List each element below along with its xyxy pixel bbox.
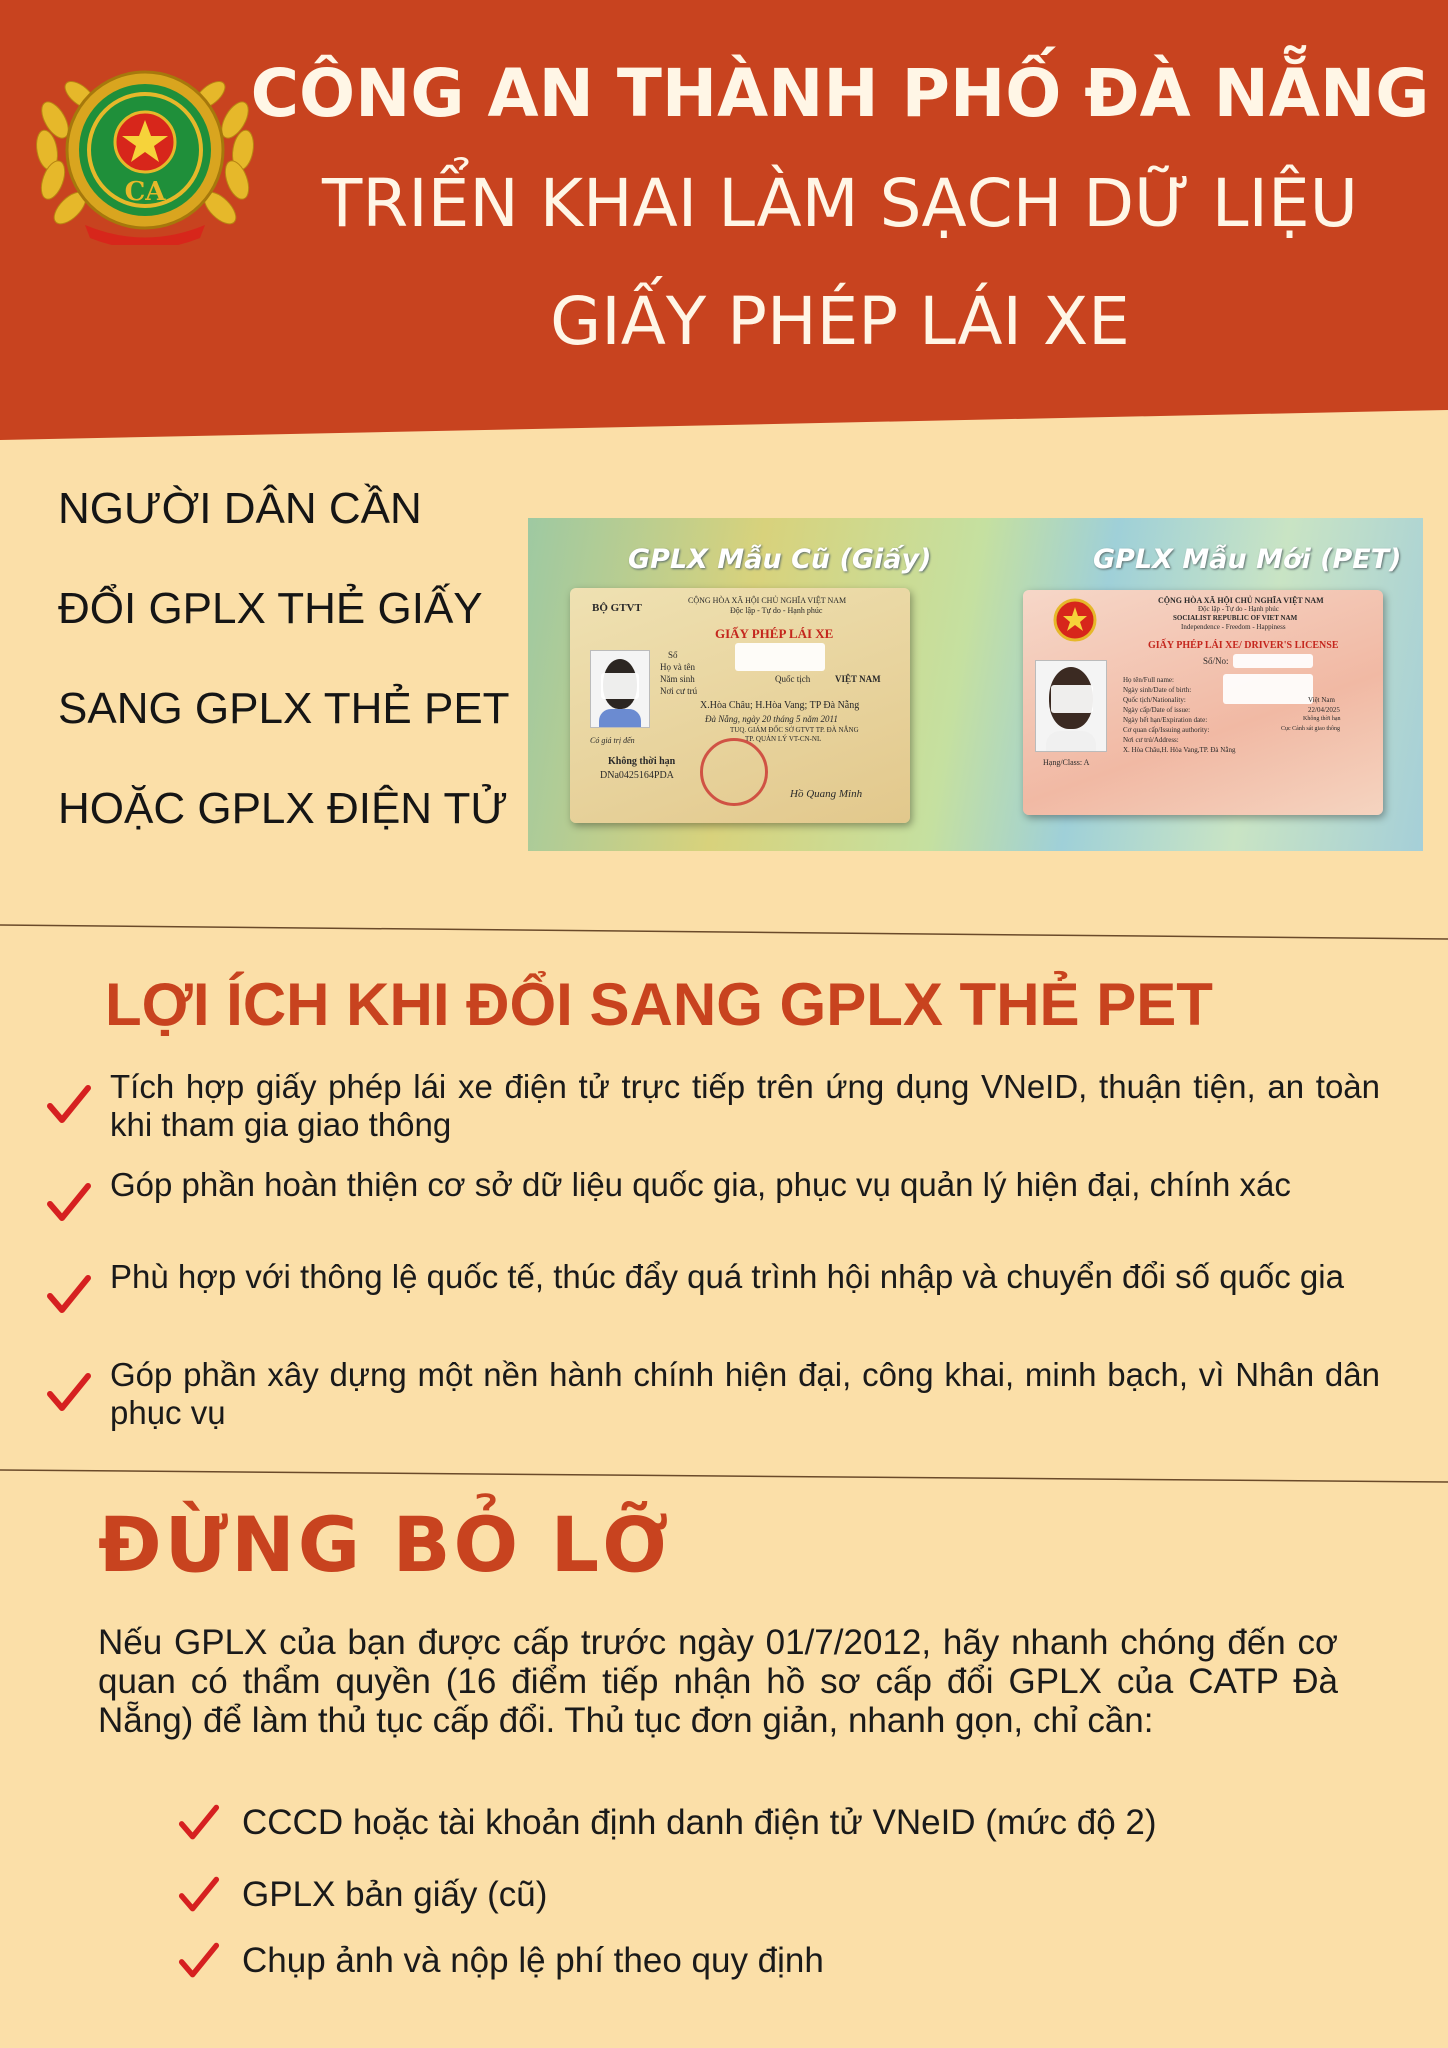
new-card-field-label: Cơ quan cấp/Issuing authority:: [1123, 726, 1210, 734]
national-emblem-icon: [1053, 598, 1097, 642]
benefit-text: Tích hợp giấy phép lái xe điện tử trực tiếp trên ứng dụng VNeID, thuận tiện, an toàn khi tham gia giao thông: [110, 1068, 1380, 1143]
license-comparison-image: [528, 518, 1423, 851]
checkmark-icon: [178, 1874, 220, 1916]
police-emblem-icon: [25, 50, 265, 245]
checkmark-icon: [46, 1370, 92, 1416]
benefit-item: [46, 1068, 1386, 1144]
benefits-title: LỢI ÍCH KHI ĐỔI SANG GPLX THẺ PET: [105, 971, 1213, 1038]
intro-line-3: SANG GPLX THẺ PET: [58, 684, 510, 733]
header-title-line2: TRIỂN KHAI LÀM SẠCH DỮ LIỆU: [322, 165, 1358, 242]
new-card-field-label: Ngày hết hạn/Expiration date:: [1123, 716, 1208, 724]
checkmark-icon: [46, 1180, 92, 1226]
benefit-text: Phù hợp với thông lệ quốc tế, thúc đẩy quá trình hội nhập và chuyển đổi số quốc gia: [110, 1258, 1344, 1295]
checkmark-icon: [178, 1940, 220, 1982]
old-card-residence: Nơi cư trú: [660, 686, 698, 696]
old-card-photo: [590, 650, 650, 728]
intro-line-1: NGƯỜI DÂN CẦN: [58, 484, 422, 533]
new-card-republic: CỘNG HÒA XÃ HỘI CHỦ NGHĨA VIỆT NAM: [1158, 596, 1324, 605]
benefit-text: Góp phần hoàn thiện cơ sở dữ liệu quốc gia, phục vụ quản lý hiện đại, chính xác: [110, 1166, 1291, 1203]
old-card-so: Số: [668, 650, 678, 660]
old-card-validity-label: Có giá trị đến: [590, 736, 635, 745]
reminder-title: ĐỪNG BỎ LỠ: [98, 1500, 672, 1589]
new-pet-license-card: [1023, 590, 1383, 815]
new-card-field-label: Nơi cư trú/Address:: [1123, 736, 1179, 744]
header-banner: [0, 0, 1448, 440]
old-card-signer-name: Hồ Quang Minh: [790, 788, 863, 800]
old-card-validity: Không thời hạn: [608, 756, 676, 767]
requirement-item: [178, 1940, 824, 1982]
new-card-republic-en: SOCIALIST REPUBLIC OF VIET NAM: [1173, 614, 1298, 622]
benefit-item: [46, 1258, 1386, 1318]
requirement-text: CCCD hoặc tài khoản định danh điện tử VNeID (mức độ 2): [242, 1803, 1157, 1842]
old-card-ministry: BỘ GTVT: [592, 602, 642, 614]
new-card-field-label: Ngày cấp/Date of issue:: [1123, 706, 1191, 714]
new-card-field-label: Họ tên/Full name:: [1123, 676, 1174, 684]
old-card-number: DNa0425164PDA: [600, 770, 674, 781]
official-stamp: [700, 738, 768, 806]
checkmark-icon: [178, 1802, 220, 1844]
checkmark-icon: [46, 1082, 92, 1128]
reminder-paragraph: Nếu GPLX của bạn được cấp trước ngày 01/7/2012, hãy nhanh chóng đến cơ quan có thẩm quyền (16 điểm tiếp nhận hồ sơ cấp đổi GPLX của CATP Đà Nẵng) để làm thủ tục cấp đổi. Thủ tục đơn giản, nhanh gọn, chỉ cần:: [98, 1623, 1338, 1740]
section-divider: [0, 1460, 1448, 1490]
old-card-signer-dept: TP. QUẢN LÝ VT-CN-NL: [745, 735, 822, 743]
requirement-text: Chụp ảnh và nộp lệ phí theo quy định: [242, 1941, 824, 1980]
header-title-line3: GIẤY PHÉP LÁI XE: [550, 283, 1130, 360]
new-card-caption: GPLX Mẫu Mới (PET): [1093, 544, 1402, 575]
intro-line-4: HOẶC GPLX ĐIỆN TỬ: [58, 784, 508, 833]
old-card-motto: Độc lập - Tự do - Hạnh phúc: [730, 606, 823, 615]
svg-text:CA: CA: [124, 177, 166, 207]
new-card-address: X. Hòa Châu,H. Hòa Vang,TP. Đà Nẵng: [1123, 746, 1236, 754]
new-card-field-value: Không thời hạn: [1303, 716, 1341, 722]
old-card-name: Họ và tên: [660, 662, 695, 672]
header-title-line1: CÔNG AN THÀNH PHỐ ĐÀ NẴNG: [250, 55, 1430, 132]
benefit-item: [46, 1166, 1386, 1226]
old-card-address: X.Hòa Châu; H.Hòa Vang; TP Đà Nẵng: [700, 700, 860, 711]
old-card-birth: Năm sinh: [660, 674, 695, 684]
checkmark-icon: [46, 1272, 92, 1318]
new-card-field-value: Việt Nam: [1308, 696, 1335, 704]
intro-line-2: ĐỔI GPLX THẺ GIẤY: [58, 584, 483, 633]
old-paper-license-card: [570, 588, 910, 823]
new-card-motto: Độc lập - Tự do - Hạnh phúc: [1198, 605, 1279, 613]
section-divider: [0, 915, 1448, 945]
new-card-motto-en: Independence - Freedom - Happiness: [1181, 623, 1286, 631]
benefit-item: [46, 1356, 1386, 1432]
old-card-title: GIẤY PHÉP LÁI XE: [715, 626, 834, 641]
new-card-number: Số/No:: [1203, 656, 1229, 666]
new-card-field-value: 22/04/2025: [1308, 706, 1340, 714]
new-card-title: GIẤY PHÉP LÁI XE/ DRIVER'S LICENSE: [1148, 640, 1339, 651]
requirement-text: GPLX bản giấy (cũ): [242, 1875, 548, 1914]
old-card-caption: GPLX Mẫu Cũ (Giấy): [628, 544, 932, 575]
old-card-nationality: VIỆT NAM: [835, 674, 881, 684]
old-card-nationality-label: Quốc tịch: [775, 674, 811, 684]
new-card-field-value: Cục Cảnh sát giao thông: [1281, 726, 1340, 732]
new-card-field-label: Quốc tịch/Nationality:: [1123, 696, 1186, 704]
old-card-date: Đà Nẵng, ngày 20 tháng 5 năm 2011: [705, 714, 838, 724]
new-card-photo: [1035, 660, 1107, 752]
benefit-text: Góp phần xây dựng một nền hành chính hiện đại, công khai, minh bạch, vì Nhân dân phục vụ: [110, 1356, 1380, 1431]
old-card-republic: CỘNG HÒA XÃ HỘI CHỦ NGHĨA VIỆT NAM: [688, 596, 847, 605]
new-card-field-label: Ngày sinh/Date of birth:: [1123, 686, 1192, 694]
new-card-class: Hạng/Class: A: [1043, 758, 1090, 767]
old-card-signer-title: TUQ. GIÁM ĐỐC SỞ GTVT TP. ĐÀ NẴNG: [730, 726, 859, 734]
requirement-item: [178, 1802, 1157, 1844]
requirement-item: [178, 1874, 547, 1916]
